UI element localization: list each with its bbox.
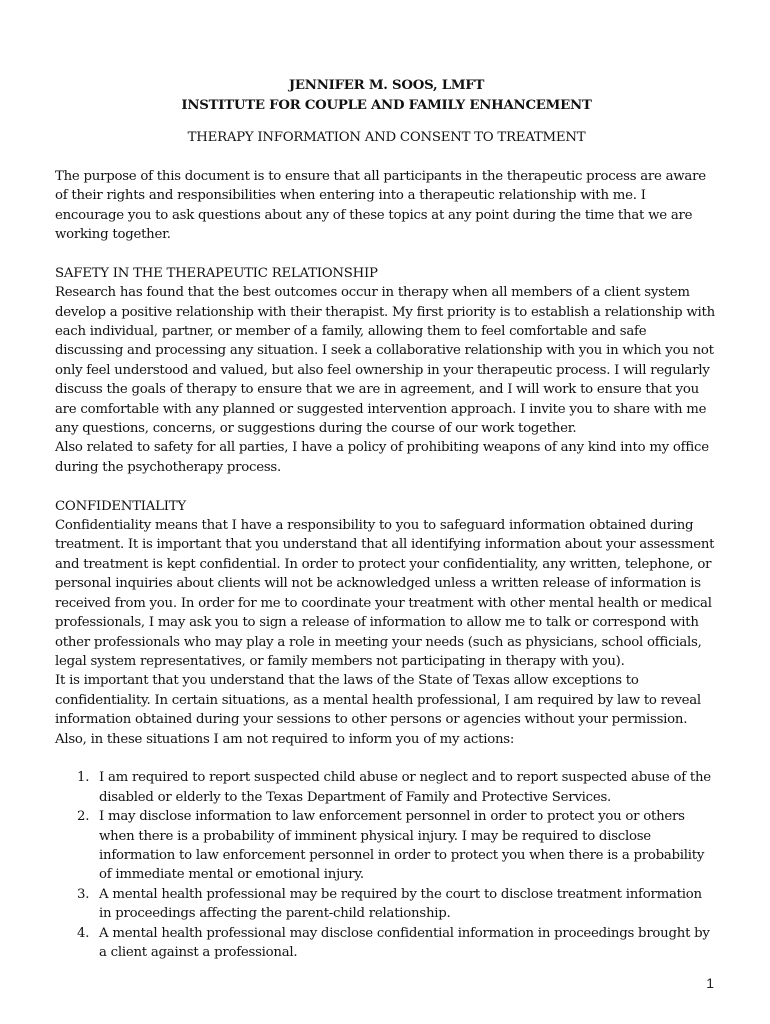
safety-heading: SAFETY IN THE THERAPEUTIC RELATIONSHIP (55, 265, 378, 281)
list-item-number: 2. (77, 809, 90, 825)
list-item (55, 768, 718, 807)
confidentiality-paragraph-1: Confidentiality means that I have a responsibility to you to safeguard information obtained during treatment. It is important that you understand that all identifying information about your assessment and treatment is kept confidential. In order to protect your confidentiality, any written, telephone, or personal inquiries about clients will not be acknowledged unless a written release of information is received from you. In order for me to coordinate your treatment with other mental health or medical professionals, I may ask you to sign a release of information to allow me to talk or correspond with other professionals who may play a role in meeting your needs (such as physicians, school officials, legal system representatives, or family members not participating in therapy with you). (55, 518, 715, 669)
list-item (55, 807, 718, 885)
list-item-text: A mental health professional may disclose confidential information in proceedings brought by a client against a professional. (99, 925, 710, 960)
institute-name: INSTITUTE FOR COUPLE AND FAMILY ENHANCEMENT (181, 97, 592, 113)
exceptions-list (55, 768, 718, 962)
list-item-text: I am required to report suspected child abuse or neglect and to report suspected abuse of the disabled or elderly to the Texas Department of Family and Protective Services. (99, 770, 711, 805)
list-item-number: 3. (77, 886, 90, 902)
list-item (55, 924, 718, 963)
list-item-number: 1. (77, 770, 90, 786)
page-number: 1 (706, 975, 714, 991)
author-name: JENNIFER M. SOOS, LMFT (288, 78, 485, 93)
safety-paragraph-2: Also related to safety for all parties, I have a policy of prohibiting weapons of any kind into my office during the psychotherapy process. (55, 440, 709, 475)
intro-paragraph: The purpose of this document is to ensure that all participants in the therapeutic process are aware of their rights and responsibilities when entering into a therapeutic relationship with me. I encourage you to ask questions about any of these topics at any point during the time that we are working together. (55, 168, 706, 243)
list-item-number: 4. (77, 925, 90, 941)
list-item (55, 885, 718, 924)
list-item-text: A mental health professional may be required by the court to disclose treatment information in proceedings affecting the parent-child relationship. (99, 886, 702, 922)
document-title: THERAPY INFORMATION AND CONSENT TO TREATMENT (187, 130, 586, 145)
list-item-text: I may disclose information to law enforcement personnel in order to protect you or others when there is a probability of imminent physical injury. I may be required to disclose information to law enforcement personnel in order to protect you when there is a probability of immediate mental or emotional injury. (99, 809, 705, 883)
confidentiality-paragraph-2: It is important that you understand that the laws of the State of Texas allow exceptions to confidentiality. In certain situations, as a mental health professional, I am required by law to reveal information obtained during your sessions to other persons or agencies without your permission. Also, in these situations I am not required to inform you of my actions: (55, 673, 701, 747)
confidentiality-heading: CONFIDENTIALITY (55, 498, 186, 514)
document-body (55, 76, 718, 962)
safety-paragraph-1: Research has found that the best outcomes occur in therapy when all members of a client system develop a positive relationship with their therapist. My first priority is to establish a relationship with each individual, partner, or member of a family, allowing them to feel comfortable and safe discussing and processing any situation. I seek a collaborative relationship with you in which you not only feel understood and valued, but also feel ownership in your therapeutic process. I will regularly discuss the goals of therapy to ensure that we are in agreement, and I will work to ensure that you are comfortable with any planned or suggested intervention approach. I invite you to share with me any questions, concerns, or suggestions during the course of our work together. (55, 285, 715, 437)
